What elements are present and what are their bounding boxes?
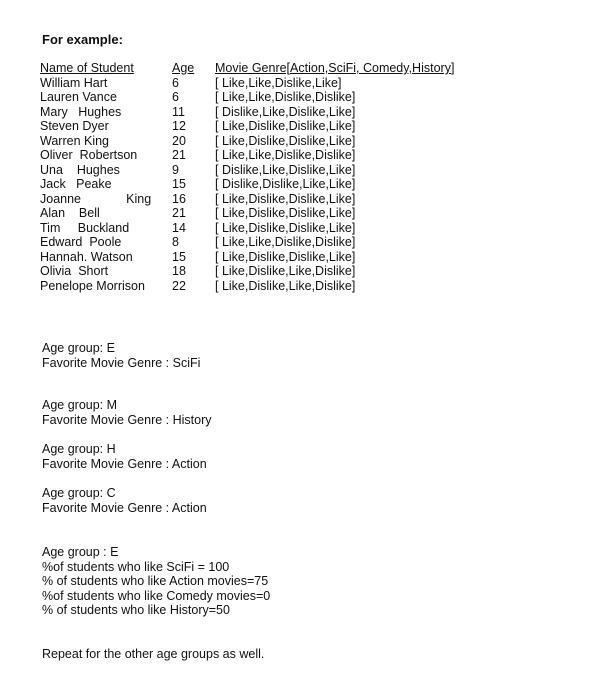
cell-age: 22 — [172, 278, 186, 293]
cell-name: Joanne King — [40, 191, 152, 206]
stats-line-action: % of students who like Action movies=75 — [42, 574, 269, 588]
cell-name: Oliver Robertson — [40, 148, 138, 162]
age-group-label: Age group: M — [42, 398, 118, 412]
age-group-label: Age group: C — [42, 486, 116, 500]
cell-genre: [ Like,Dislike,Dislike,Like] — [215, 133, 356, 148]
cell-age: 21 — [172, 148, 186, 162]
cell-name: Lauren Vance — [40, 90, 117, 104]
table-row — [40, 163, 454, 178]
favorite-genre-label: Favorite Movie Genre : Action — [42, 457, 207, 471]
table-row — [40, 192, 454, 207]
cell-genre: [ Like,Dislike,Dislike,Like] — [215, 119, 356, 133]
header-name: Name of Student — [40, 61, 134, 75]
cell-age: 14 — [172, 220, 186, 235]
cell-genre: [ Dislike,Like,Dislike,Like] — [215, 104, 356, 119]
stats-heading: Age group : E — [42, 545, 119, 559]
cell-name: Penelope Morrison — [40, 278, 145, 293]
cell-genre: [ Dislike,Dislike,Like,Like] — [215, 177, 356, 191]
table-row — [40, 235, 454, 250]
favorite-genre-label: Favorite Movie Genre : SciFi — [42, 356, 201, 370]
cell-age: 16 — [172, 191, 186, 206]
table-row — [40, 221, 454, 236]
cell-genre: [ Like,Dislike,Dislike,Like] — [215, 206, 356, 220]
table-body — [40, 76, 454, 294]
age-group-h-favorite — [42, 442, 207, 472]
students-table — [40, 61, 454, 293]
cell-name: Alan Bell — [40, 206, 100, 220]
cell-genre: [ Like,Like,Dislike,Dislike] — [215, 90, 356, 104]
age-group-e-favorite — [42, 341, 200, 371]
header-genre: Movie Genre[Action,SciFi, Comedy,History] — [215, 61, 455, 75]
table-row — [40, 177, 454, 192]
table-row — [40, 279, 454, 294]
table-row — [40, 105, 454, 120]
cell-name: Tim Buckland — [40, 220, 130, 235]
cell-age: 11 — [172, 104, 185, 119]
age-group-c-favorite — [42, 486, 207, 516]
cell-name: Mary Hughes — [40, 104, 122, 119]
cell-name: Warren King — [40, 133, 110, 148]
example-heading: For example: — [42, 32, 123, 47]
cell-name: William Hart — [40, 75, 108, 90]
table-row — [40, 264, 454, 279]
cell-genre: [ Like,Like,Dislike,Dislike] — [215, 148, 356, 162]
cell-genre: [ Like,Dislike,Like,Dislike] — [215, 278, 356, 293]
stats-line-comedy: %of students who like Comedy movies=0 — [42, 588, 271, 603]
cell-age: 9 — [172, 162, 179, 177]
table-row — [40, 148, 454, 163]
favorite-genre-label: Favorite Movie Genre : Action — [42, 501, 207, 515]
cell-age: 15 — [172, 249, 186, 264]
cell-genre: [ Like,Like,Dislike,Like] — [215, 75, 342, 90]
cell-genre: [ Like,Dislike,Like,Dislike] — [215, 264, 356, 278]
cell-age: 6 — [172, 90, 179, 104]
cell-name: Steven Dyer — [40, 119, 109, 133]
stats-line-scifi: %of students who like SciFi = 100 — [42, 559, 230, 574]
favorite-genre-label: Favorite Movie Genre : History — [42, 413, 212, 427]
cell-age: 12 — [172, 119, 186, 133]
age-group-label: Age group: H — [42, 442, 116, 456]
table-row — [40, 134, 454, 149]
cell-genre: [ Dislike,Like,Dislike,Like] — [215, 162, 356, 177]
cell-genre: [ Like,Dislike,Dislike,Like] — [215, 249, 356, 264]
cell-genre: [ Like,Like,Dislike,Dislike] — [215, 235, 356, 249]
table-row — [40, 250, 454, 265]
footer-instruction: Repeat for the other age groups as well. — [42, 647, 265, 661]
cell-name: Una Hughes — [40, 162, 120, 177]
cell-name: Jack Peake — [40, 177, 112, 191]
cell-age: 6 — [172, 75, 179, 90]
cell-age: 18 — [172, 264, 186, 278]
cell-name: Olivia Short — [40, 264, 109, 278]
cell-genre: [ Like,Dislike,Dislike,Like] — [215, 191, 356, 206]
table-row — [40, 90, 454, 105]
cell-age: 20 — [172, 133, 186, 148]
stats-line-history: % of students who like History=50 — [42, 603, 230, 617]
age-group-e-stats — [42, 545, 270, 618]
table-row — [40, 119, 454, 134]
cell-age: 21 — [172, 206, 186, 220]
cell-age: 8 — [172, 235, 179, 249]
header-age: Age — [172, 61, 195, 75]
table-row — [40, 206, 454, 221]
cell-name: Hannah. Watson — [40, 249, 133, 264]
age-group-label: Age group: E — [42, 341, 115, 355]
table-row — [40, 76, 454, 91]
cell-name: Edward Poole — [40, 235, 122, 249]
cell-genre: [ Like,Dislike,Dislike,Like] — [215, 220, 356, 235]
cell-age: 15 — [172, 177, 186, 191]
age-group-m-favorite — [42, 398, 212, 428]
table-header-row — [40, 61, 454, 76]
